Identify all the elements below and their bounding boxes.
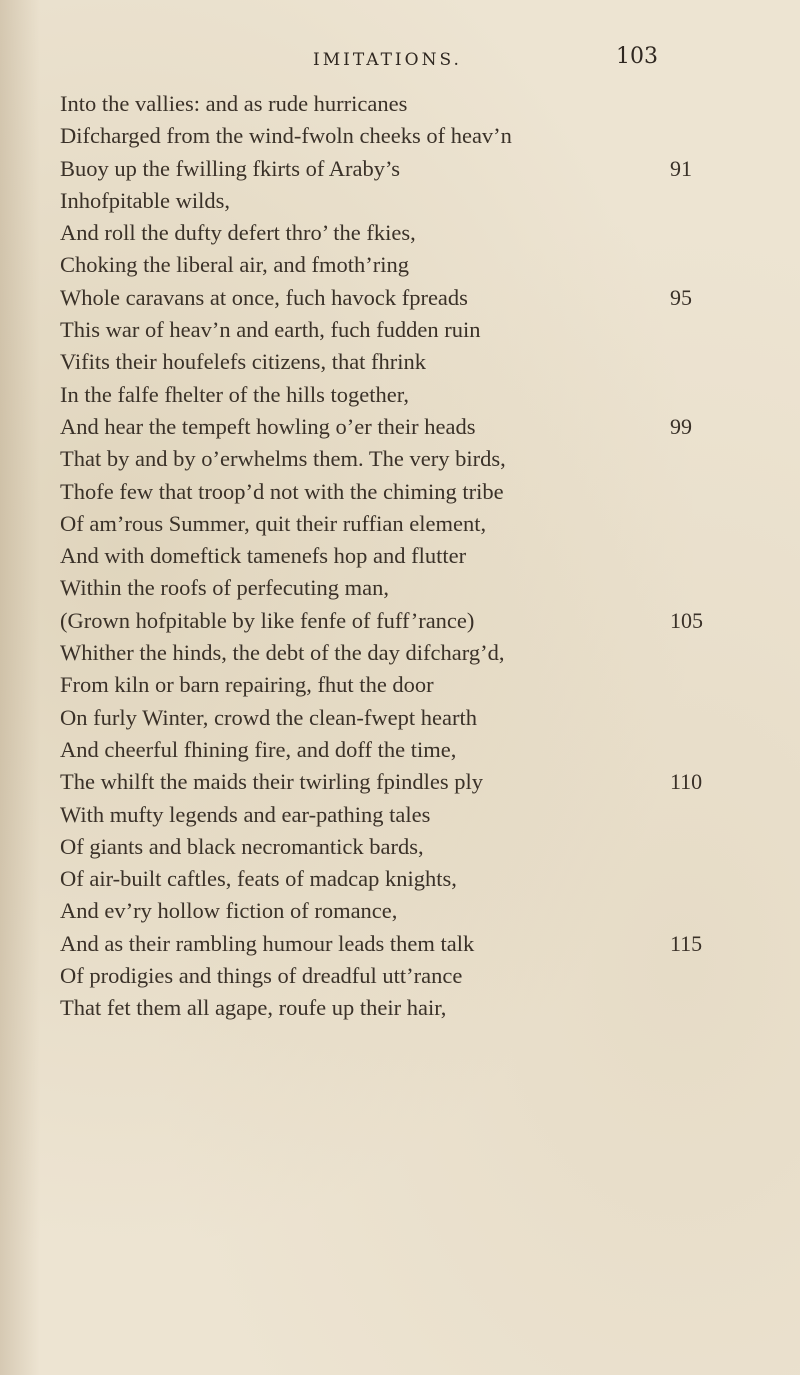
verse-line [60, 314, 760, 346]
verse-line-text: From kiln or barn repairing, fhut the door [60, 672, 434, 698]
verse-line [60, 153, 760, 185]
verse-line [60, 863, 760, 895]
verse-line-text: Within the roofs of perfecuting man, [60, 575, 389, 601]
verse-line [60, 282, 760, 314]
verse-line [60, 734, 760, 766]
verse-line-text: Whither the hinds, the debt of the day difcharg’d, [60, 640, 505, 666]
verse-line [60, 702, 760, 734]
verse-line-text: The whilft the maids their twirling fpindles ply [60, 769, 484, 795]
verse-line [60, 669, 760, 701]
verse-line [60, 88, 760, 120]
verse-line [60, 379, 760, 411]
verse-line [60, 766, 760, 798]
verse-line-text: (Grown hofpitable by like fenfe of fuff’rance) [60, 607, 475, 633]
verse-line [60, 249, 760, 281]
verse-line [60, 540, 760, 572]
verse-block [60, 88, 760, 1025]
verse-line [60, 443, 760, 475]
page-gutter-shadow [0, 0, 40, 1375]
line-number: 105 [670, 607, 703, 633]
verse-line [60, 217, 760, 249]
verse-line [60, 508, 760, 540]
verse-line-text: This war of heav’n and earth, fuch fudden ruin [60, 317, 481, 343]
verse-line [60, 572, 760, 604]
verse-line-text: Vifits their houfelefs citizens, that fhrink [60, 349, 427, 375]
verse-line-text: And ev’ry hollow fiction of romance, [60, 898, 398, 924]
line-number: 91 [670, 155, 692, 181]
verse-line-text: Buoy up the fwilling fkirts of Araby’s [60, 155, 400, 181]
verse-line-text: And as their rambling humour leads them talk [60, 930, 475, 956]
verse-line-text: And with domeftick tamenefs hop and flutter [60, 543, 467, 569]
verse-line-text: And roll the dufty defert thro’ the fkies, [60, 220, 416, 246]
verse-line-text: Inhofpitable wilds, [60, 187, 230, 213]
running-title: IMITATIONS. [313, 50, 462, 70]
verse-line [60, 960, 760, 992]
verse-line-text: Choking the liberal air, and fmoth’ring [60, 252, 410, 278]
verse-line [60, 476, 760, 508]
verse-line-text: That by and by o’erwhelms them. The very birds, [60, 446, 506, 472]
verse-line [60, 992, 760, 1024]
verse-line-text: Whole caravans at once, fuch havock fpreads [60, 284, 468, 310]
verse-line [60, 799, 760, 831]
verse-line-text: Thofe few that troop’d not with the chiming tribe [60, 478, 504, 504]
line-number: 99 [670, 413, 692, 439]
verse-line-text: Into the vallies: and as rude hurricanes [60, 91, 408, 116]
verse-line-text: Of prodigies and things of dreadful utt’rance [60, 963, 463, 989]
verse-line [60, 928, 760, 960]
verse-line-text: Of giants and black necromantick bards, [60, 833, 424, 859]
verse-line-text: Of air-built caftles, feats of madcap knights, [60, 866, 457, 892]
line-number: 95 [670, 284, 692, 310]
verse-line [60, 637, 760, 669]
page-number: 103 [616, 44, 658, 69]
verse-line-text: With mufty legends and ear-pathing tales [60, 801, 431, 827]
verse-line [60, 605, 760, 637]
verse-line [60, 895, 760, 927]
verse-line-text: Difcharged from the wind-fwoln cheeks of heav’n [60, 123, 512, 149]
verse-line [60, 411, 760, 443]
line-number: 110 [670, 769, 703, 795]
line-number: 115 [670, 930, 703, 956]
running-head [0, 44, 800, 80]
verse-line-text: And cheerful fhining fire, and doff the time, [60, 736, 457, 762]
verse-line [60, 831, 760, 863]
verse-line-text: On furly Winter, crowd the clean-fwept hearth [60, 704, 477, 730]
verse-line [60, 185, 760, 217]
verse-line-text: And hear the tempeft howling o’er their heads [60, 413, 476, 439]
verse-line-text: That fet them all agape, roufe up their hair, [60, 995, 447, 1021]
verse-line-text: In the falfe fhelter of the hills together, [60, 381, 409, 407]
verse-line-text: Of am’rous Summer, quit their ruffian element, [60, 510, 487, 536]
verse-line [60, 120, 760, 152]
verse-line [60, 346, 760, 378]
